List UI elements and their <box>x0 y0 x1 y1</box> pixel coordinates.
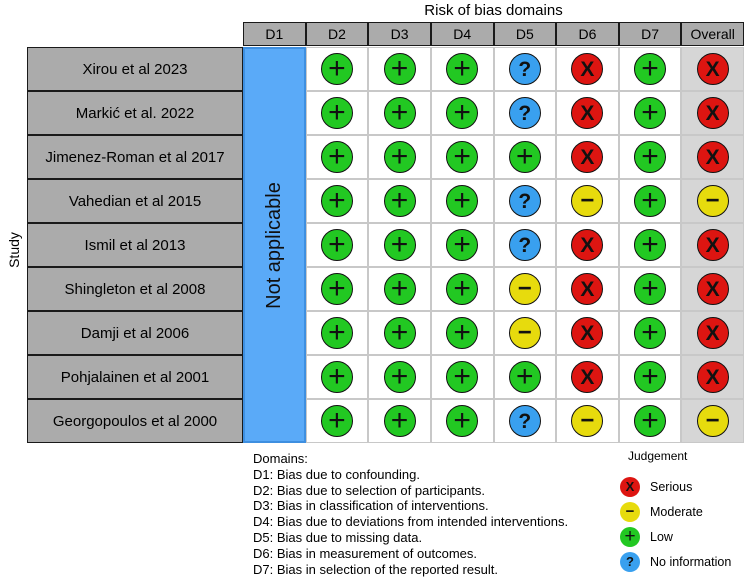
rating-cell-d2 <box>306 223 369 267</box>
legend-circle-low: + <box>620 527 640 547</box>
rating-cell-overall <box>681 135 744 179</box>
domains-footnote-line: D2: Bias due to selection of participants. <box>253 482 485 498</box>
judgement-circle-low: + <box>634 405 666 437</box>
rating-cell-d4 <box>431 179 494 223</box>
rating-cell-d2 <box>306 311 369 355</box>
rating-cell-d7 <box>619 91 682 135</box>
study-row-label: Xirou et al 2023 <box>27 47 243 91</box>
rating-cell-d3 <box>368 355 431 399</box>
domains-footnote-lines <box>253 467 568 578</box>
rating-cell-d2 <box>306 135 369 179</box>
judgement-circle-moderate: − <box>571 185 603 217</box>
rating-cell-d6 <box>556 355 619 399</box>
rating-cell-d4 <box>431 355 494 399</box>
judgement-circle-serious: X <box>697 361 729 393</box>
rating-cell-d6 <box>556 311 619 355</box>
study-row-label: Ismil et al 2013 <box>27 223 243 267</box>
header-cell-d3: D3 <box>368 22 431 46</box>
judgement-circle-low: + <box>509 361 541 393</box>
judgement-circle-moderate: − <box>509 273 541 305</box>
judgement-circle-low: + <box>446 317 478 349</box>
rating-cell-d6 <box>556 91 619 135</box>
rating-cell-d5 <box>494 223 557 267</box>
legend-title: Judgement <box>628 449 688 463</box>
header-cell-d4: D4 <box>431 22 494 46</box>
judgement-circle-moderate: − <box>571 405 603 437</box>
rating-cell-d6 <box>556 135 619 179</box>
study-row-label: Damji et al 2006 <box>27 311 243 355</box>
judgement-legend <box>620 449 731 574</box>
judgement-circle-serious: X <box>571 273 603 305</box>
legend-items <box>620 474 731 574</box>
rating-cell-d3 <box>368 135 431 179</box>
study-column <box>27 47 243 443</box>
rating-cell-d6 <box>556 47 619 91</box>
legend-item-moderate <box>620 499 731 524</box>
rating-cell-d6 <box>556 267 619 311</box>
domains-footnote-line: D7: Bias in selection of the reported result. <box>253 561 498 577</box>
judgement-circle-moderate: − <box>697 185 729 217</box>
rating-cell-d4 <box>431 267 494 311</box>
judgement-circle-low: + <box>384 405 416 437</box>
rating-cell-d7 <box>619 179 682 223</box>
judgement-circle-low: + <box>509 141 541 173</box>
judgement-circle-low: + <box>384 273 416 305</box>
legend-item-serious <box>620 474 731 499</box>
rating-cell-d7 <box>619 311 682 355</box>
rating-cell-d7 <box>619 399 682 443</box>
judgement-circle-serious: X <box>571 53 603 85</box>
judgement-circle-serious: X <box>697 273 729 305</box>
judgement-circle-serious: X <box>697 97 729 129</box>
judgement-circle-low: + <box>634 97 666 129</box>
judgement-circle-low: + <box>446 229 478 261</box>
rating-cell-d4 <box>431 47 494 91</box>
rating-cell-overall <box>681 311 744 355</box>
judgement-circle-serious: X <box>697 229 729 261</box>
judgement-circle-serious: X <box>571 317 603 349</box>
judgement-circle-noinfo: ? <box>509 229 541 261</box>
rating-cell-d2 <box>306 91 369 135</box>
domains-footnote-line: D5: Bias due to missing data. <box>253 529 423 545</box>
judgement-circle-low: + <box>321 185 353 217</box>
rating-cell-d5 <box>494 179 557 223</box>
judgement-circle-noinfo: ? <box>509 405 541 437</box>
rating-cell-d7 <box>619 47 682 91</box>
judgement-circle-low: + <box>384 141 416 173</box>
legend-circle-serious: X <box>620 477 640 497</box>
header-cell-d6: D6 <box>556 22 619 46</box>
rating-cell-overall <box>681 399 744 443</box>
judgement-circle-low: + <box>634 53 666 85</box>
judgement-circle-low: + <box>321 141 353 173</box>
judgement-circle-low: + <box>446 185 478 217</box>
rating-cell-d2 <box>306 179 369 223</box>
rating-cell-d7 <box>619 135 682 179</box>
judgement-circle-low: + <box>446 405 478 437</box>
legend-item-noinfo <box>620 549 731 574</box>
judgement-circle-serious: X <box>697 53 729 85</box>
rating-cell-d5 <box>494 267 557 311</box>
rating-cell-overall <box>681 47 744 91</box>
study-row-label: Georgopoulos et al 2000 <box>27 399 243 443</box>
judgement-circle-low: + <box>446 273 478 305</box>
judgement-circle-noinfo: ? <box>509 185 541 217</box>
judgement-circle-low: + <box>634 141 666 173</box>
judgement-circle-serious: X <box>571 229 603 261</box>
not-applicable-column <box>243 47 306 443</box>
rating-cell-d2 <box>306 399 369 443</box>
judgement-circle-serious: X <box>571 361 603 393</box>
rating-cell-d6 <box>556 179 619 223</box>
rating-cell-d7 <box>619 355 682 399</box>
judgement-circle-low: + <box>321 273 353 305</box>
judgement-circle-low: + <box>634 185 666 217</box>
rating-cell-d5 <box>494 135 557 179</box>
judgement-circle-low: + <box>384 361 416 393</box>
domain-header-row <box>243 22 744 46</box>
judgement-circle-low: + <box>634 361 666 393</box>
rating-cell-overall <box>681 91 744 135</box>
judgement-circle-moderate: − <box>509 317 541 349</box>
rating-cell-d3 <box>368 223 431 267</box>
domains-footnote-line: D6: Bias in measurement of outcomes. <box>253 545 477 561</box>
judgement-circle-moderate: − <box>697 405 729 437</box>
rating-cell-d5 <box>494 311 557 355</box>
rating-cell-d3 <box>368 47 431 91</box>
judgement-circle-low: + <box>384 97 416 129</box>
legend-circle-noinfo: ? <box>620 552 640 572</box>
judgement-circle-low: + <box>384 229 416 261</box>
rating-cell-d7 <box>619 223 682 267</box>
study-row-label: Markić et al. 2022 <box>27 91 243 135</box>
legend-label-noinfo: No information <box>650 554 732 569</box>
rating-cell-d3 <box>368 311 431 355</box>
not-applicable-label: Not applicable <box>263 181 285 309</box>
legend-label-low: Low <box>650 529 673 544</box>
legend-label-serious: Serious <box>650 479 693 494</box>
rating-cell-d4 <box>431 223 494 267</box>
rating-cell-d6 <box>556 223 619 267</box>
legend-label-moderate: Moderate <box>650 504 703 519</box>
rating-cell-d5 <box>494 355 557 399</box>
judgement-circle-low: + <box>446 97 478 129</box>
judgement-circle-low: + <box>446 141 478 173</box>
judgement-circle-low: + <box>384 53 416 85</box>
y-axis-label: Study <box>6 232 22 268</box>
judgement-circle-serious: X <box>571 97 603 129</box>
header-cell-d7: D7 <box>619 22 682 46</box>
study-row-label: Pohjalainen et al 2001 <box>27 355 243 399</box>
rating-cell-d7 <box>619 267 682 311</box>
header-cell-d1: D1 <box>243 22 306 46</box>
rating-cell-d2 <box>306 355 369 399</box>
rating-cell-d4 <box>431 135 494 179</box>
judgement-circle-low: + <box>446 361 478 393</box>
header-cell-d2: D2 <box>306 22 369 46</box>
domains-footnote-heading: Domains: <box>253 451 308 466</box>
rating-cell-d3 <box>368 267 431 311</box>
legend-item-low <box>620 524 731 549</box>
rating-cell-overall <box>681 267 744 311</box>
chart-title: Risk of bias domains <box>424 2 563 19</box>
rating-cell-d4 <box>431 311 494 355</box>
judgement-circle-low: + <box>634 229 666 261</box>
judgement-circle-low: + <box>321 405 353 437</box>
rating-cell-overall <box>681 179 744 223</box>
header-cell-overall: Overall <box>681 22 744 46</box>
judgement-circle-serious: X <box>697 317 729 349</box>
study-row-label: Shingleton et al 2008 <box>27 267 243 311</box>
judgement-circle-low: + <box>634 317 666 349</box>
judgement-circle-low: + <box>321 97 353 129</box>
domains-footnote-line: D3: Bias in classification of interventions. <box>253 498 489 514</box>
judgement-circle-low: + <box>446 53 478 85</box>
rating-cell-overall <box>681 223 744 267</box>
rating-cell-overall <box>681 355 744 399</box>
rating-cell-d4 <box>431 91 494 135</box>
judgement-circle-low: + <box>384 185 416 217</box>
judgement-circle-low: + <box>321 361 353 393</box>
judgement-circle-low: + <box>321 53 353 85</box>
header-cell-d5: D5 <box>494 22 557 46</box>
rating-cell-d3 <box>368 91 431 135</box>
rating-cell-d3 <box>368 179 431 223</box>
judgement-circle-noinfo: ? <box>509 97 541 129</box>
rating-cell-d6 <box>556 399 619 443</box>
rating-cell-d3 <box>368 399 431 443</box>
domains-footnote-line: D4: Bias due to deviations from intended interventions. <box>253 514 569 530</box>
rating-cell-d2 <box>306 47 369 91</box>
judgement-circle-low: + <box>634 273 666 305</box>
judgement-circle-serious: X <box>697 141 729 173</box>
judgement-circle-noinfo: ? <box>509 53 541 85</box>
study-row-label: Jimenez-Roman et al 2017 <box>27 135 243 179</box>
rating-cell-d2 <box>306 267 369 311</box>
domains-footnote <box>253 451 568 577</box>
legend-circle-moderate: − <box>620 502 640 522</box>
rating-cell-d5 <box>494 47 557 91</box>
judgement-circle-low: + <box>321 317 353 349</box>
rating-cell-d5 <box>494 91 557 135</box>
study-row-label: Vahedian et al 2015 <box>27 179 243 223</box>
rating-cell-d4 <box>431 399 494 443</box>
rating-cell-d5 <box>494 399 557 443</box>
judgement-circle-low: + <box>321 229 353 261</box>
judgement-circle-serious: X <box>571 141 603 173</box>
judgement-circle-low: + <box>384 317 416 349</box>
domains-footnote-line: D1: Bias due to confounding. <box>253 466 420 482</box>
ratings-grid <box>243 47 744 443</box>
